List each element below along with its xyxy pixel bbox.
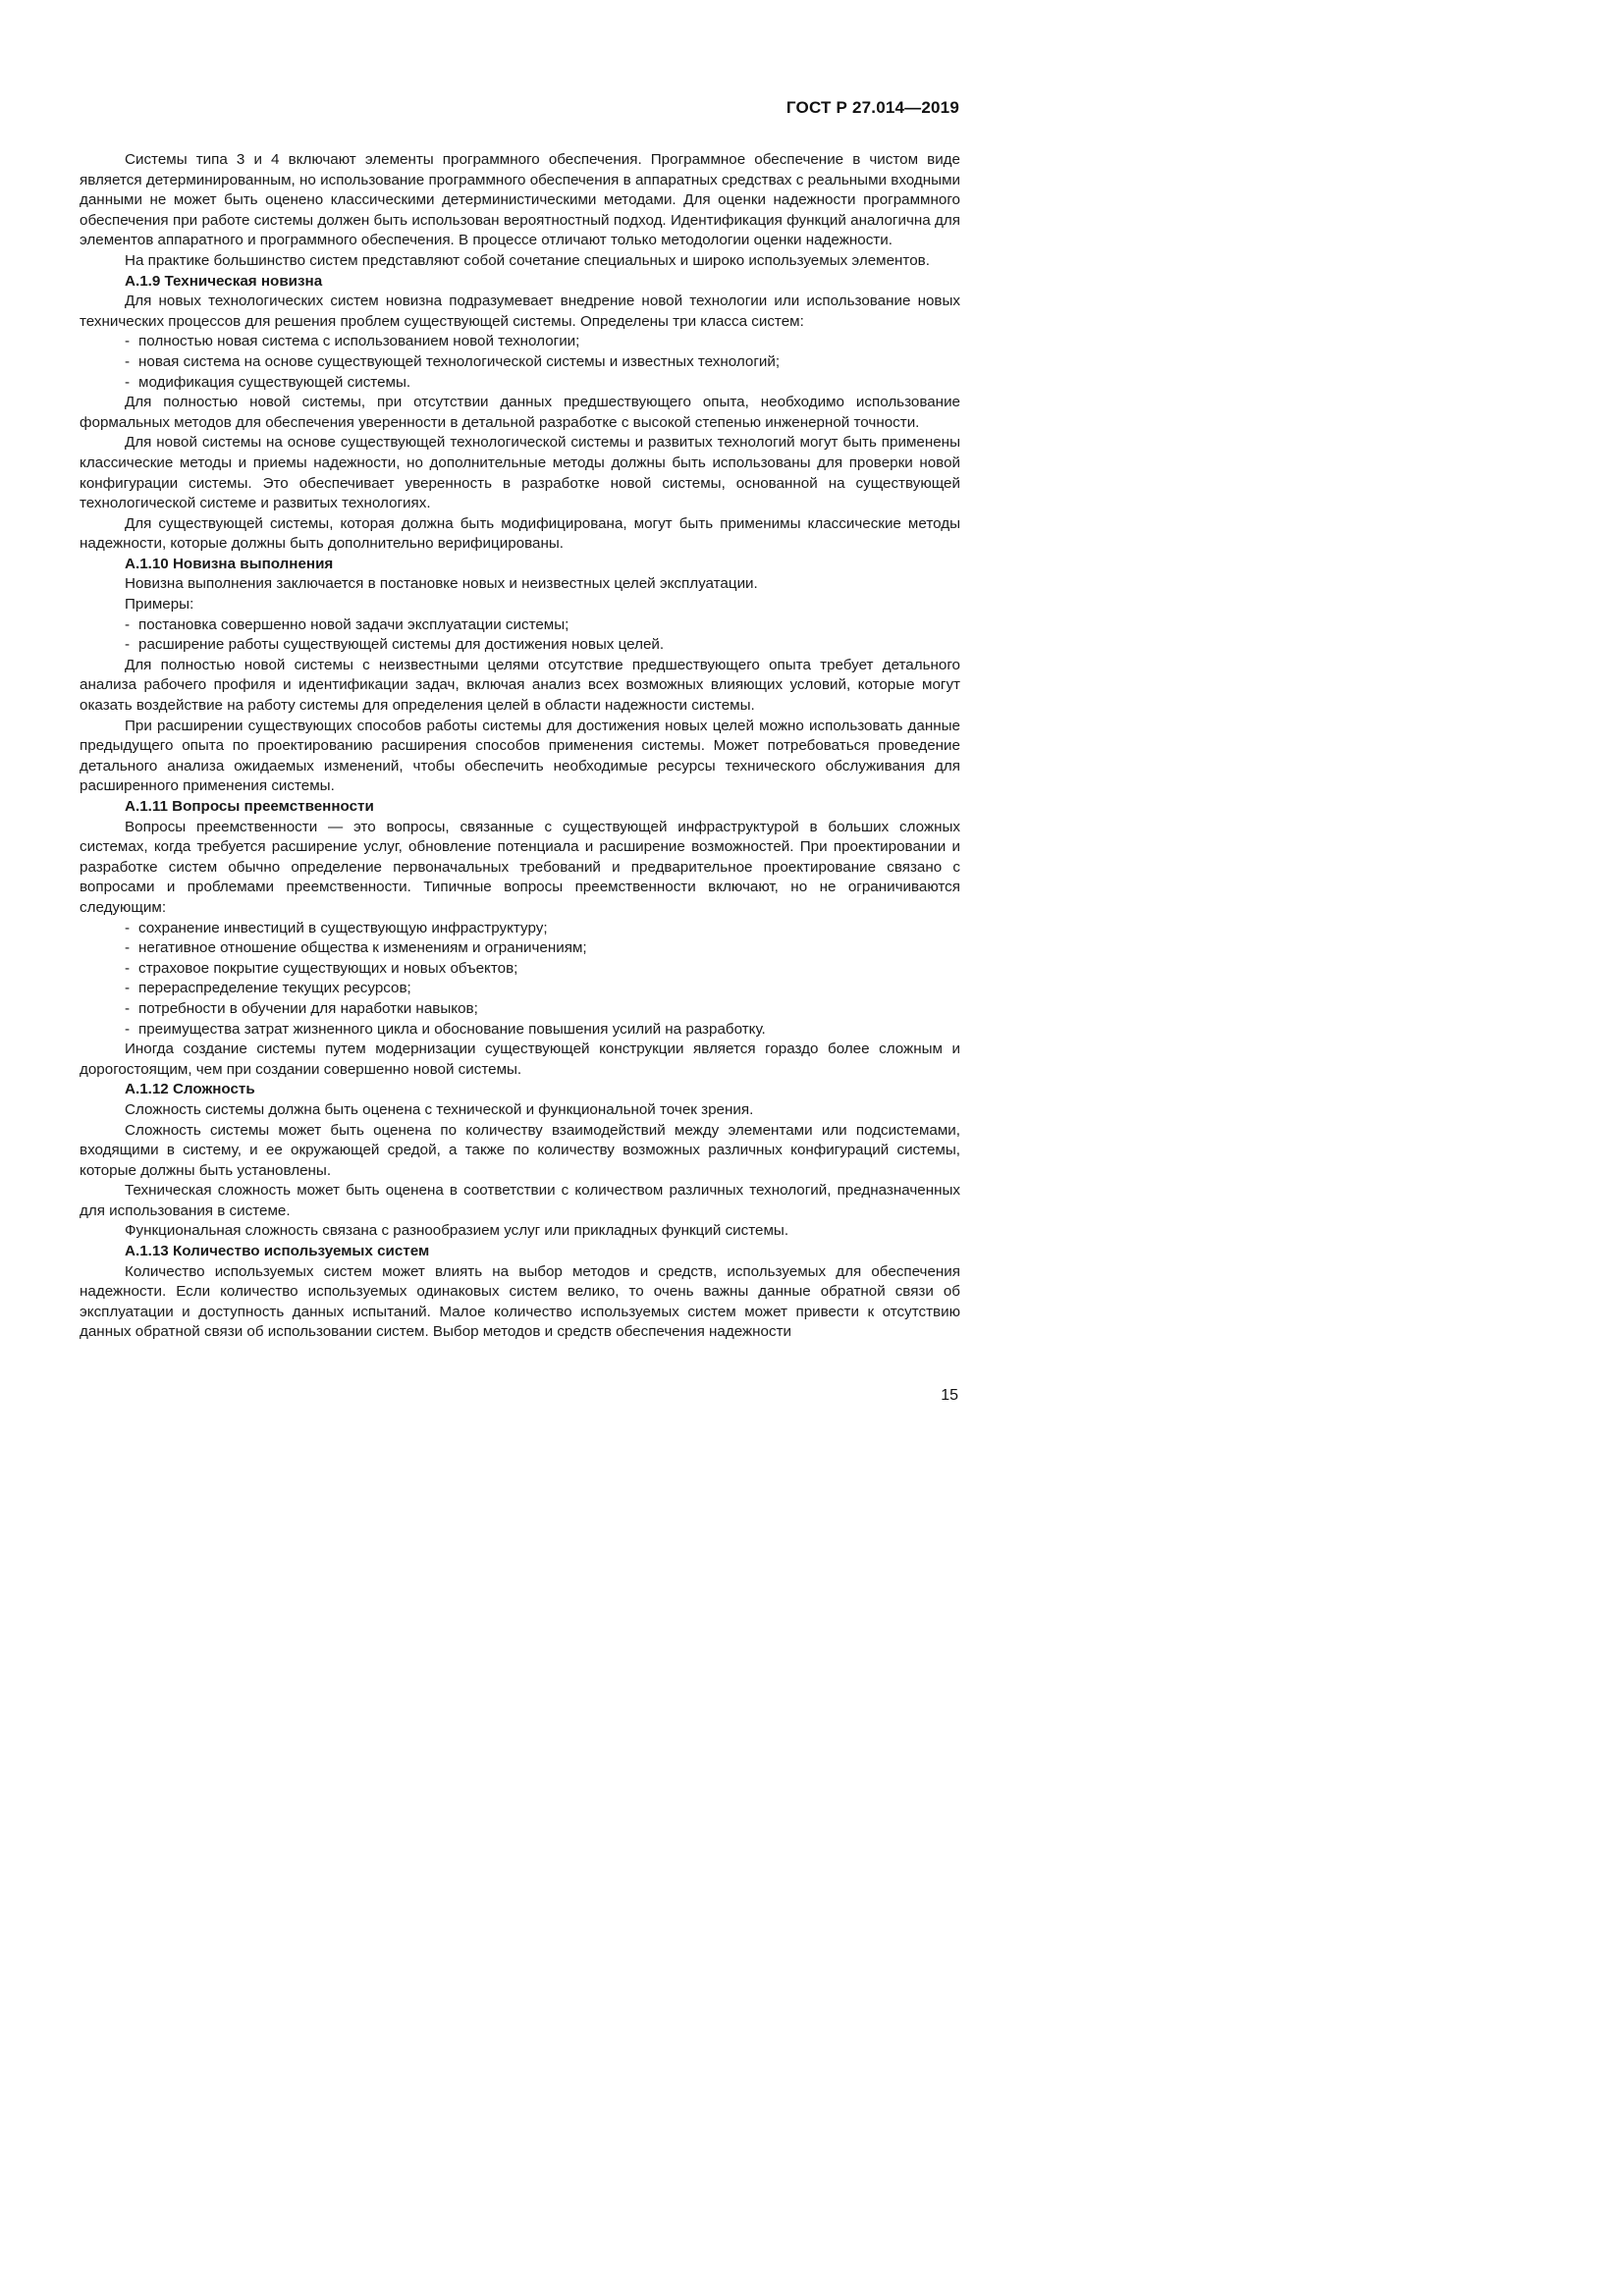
list-dash-marker: - bbox=[125, 919, 131, 936]
paragraph: Для полностью новой системы, при отсутствии данных предшествующего опыта, необходимо использование формальных методов для обеспечения уверенности в детальной разработке с высокой степенью инженерной точности. bbox=[80, 394, 960, 431]
list-item bbox=[80, 1020, 960, 1041]
list-item bbox=[80, 959, 960, 980]
list-item bbox=[80, 999, 960, 1020]
list-item bbox=[80, 373, 960, 394]
paragraph: Функциональная сложность связана с разнообразием услуг или прикладных функций системы. bbox=[125, 1222, 789, 1240]
list-item-text: сохранение инвестиций в существующую инфраструктуру; bbox=[138, 919, 548, 936]
paragraph: Для новой системы на основе существующей технологической системы и развитых технологий могут быть применены классические методы и приемы надежности, но дополнительные методы должны быть использованы для проверки новой конфигурации системы. Это обеспечивает уверенность в разработке новой системы, основанной на существующей технологической системе и развитых технологиях. bbox=[80, 434, 960, 512]
list-item bbox=[80, 979, 960, 999]
list-item-text: постановка совершенно новой задачи эксплуатации системы; bbox=[138, 615, 569, 633]
list-dash-marker: - bbox=[125, 352, 131, 370]
paragraph: Техническая сложность может быть оценена в соответствии с количеством различных технологий, предназначенных для использования в системе. bbox=[80, 1182, 960, 1219]
section-heading: А.1.13 Количество используемых систем bbox=[125, 1243, 430, 1260]
section-heading: А.1.11 Вопросы преемственности bbox=[125, 798, 374, 815]
paragraph: При расширении существующих способов работы системы для достижения новых целей можно использовать данные предыдущего опыта по проектированию расширения способов применения системы. Может потребоваться проведение детального анализа ожидаемых изменений, чтобы обеспечить необходимые ресурсы технического обслуживания для расширенного применения системы. bbox=[80, 717, 960, 795]
paragraph: Системы типа 3 и 4 включают элементы программного обеспечения. Программное обеспечение в чистом виде является детерминированным, но использование программного обеспечения в аппаратных средствах с реальными входными данными не может быть оценено классическими детерминистическими методами. Для оценки надежности программного обеспечения при работе системы должен быть использован вероятностный подход. Идентификация функций аналогична для элементов аппаратного и программного обеспечения. В процессе отличают только методологии оценки надежности. bbox=[80, 151, 960, 249]
document-code-header: ГОСТ Р 27.014—2019 bbox=[785, 98, 959, 117]
list-item-text: новая система на основе существующей технологической системы и известных технологий; bbox=[138, 352, 781, 370]
list-dash-marker: - bbox=[125, 636, 131, 654]
list-item-text: страховое покрытие существующих и новых объектов; bbox=[138, 959, 518, 977]
paragraph: Вопросы преемственности — это вопросы, связанные с существующей инфраструктурой в больших сложных системах, когда требуется расширение услуг, обновление потенциала и расширение возможностей. При проектировании и разработке систем обычно определение первоначальных требований и предварительное проектирование связано с вопросами и проблемами преемственности. Типичные вопросы преемственности включают, но не ограничиваются следующим: bbox=[80, 818, 960, 916]
section-heading: А.1.12 Сложность bbox=[125, 1081, 255, 1098]
list-dash-marker: - bbox=[125, 959, 131, 977]
paragraph: Сложность системы должна быть оценена с технической и функциональной точек зрения. bbox=[125, 1100, 754, 1118]
list-item bbox=[80, 938, 960, 959]
paragraph: Иногда создание системы путем модернизации существующей конструкции является гораздо более сложным и дорогостоящим, чем при создании совершенно новой системы. bbox=[80, 1041, 960, 1078]
list-item-text: перераспределение текущих ресурсов; bbox=[138, 980, 411, 997]
list-dash-marker: - bbox=[125, 1020, 131, 1038]
list-dash-marker: - bbox=[125, 980, 131, 997]
list-item-text: модификация существующей системы. bbox=[138, 373, 411, 391]
page-number: 15 bbox=[941, 1387, 958, 1404]
list-dash-marker: - bbox=[125, 999, 131, 1017]
list-item-text: полностью новая система с использованием новой технологии; bbox=[138, 333, 580, 350]
list-item bbox=[80, 635, 960, 656]
paragraph: Сложность системы может быть оценена по количеству взаимодействий между элементами или подсистемами, входящими в систему, и ее окружающей средой, а также по количеству возможных различных конфигураций системы, которые должны быть установлены. bbox=[80, 1121, 960, 1179]
paragraph: Примеры: bbox=[125, 596, 194, 614]
paragraph: Количество используемых систем может влиять на выбор методов и средств, используемых для обеспечения надежности. Если количество используемых одинаковых систем велико, то очень важны данные обратной связи об эксплуатации и доступность данных испытаний. Малое количество используемых систем может привести к отсутствию данных обратной связи об использовании систем. Выбор методов и средств обеспечения надежности bbox=[80, 1262, 960, 1341]
list-item-text: расширение работы существующей системы для достижения новых целей. bbox=[138, 636, 665, 654]
list-item bbox=[80, 352, 960, 373]
paragraph: Для существующей системы, которая должна быть модифицирована, могут быть применимы классические методы надежности, которые должны быть дополнительно верифицированы. bbox=[80, 514, 960, 553]
list-dash-marker: - bbox=[125, 373, 131, 391]
list-item bbox=[80, 332, 960, 352]
section-heading: А.1.10 Новизна выполнения bbox=[125, 555, 334, 572]
document-body bbox=[80, 150, 960, 1343]
paragraph: Новизна выполнения заключается в постановке новых и неизвестных целей эксплуатации. bbox=[125, 575, 758, 593]
list-dash-marker: - bbox=[125, 939, 131, 957]
paragraph: Для новых технологических систем новизна подразумевает внедрение новой технологии или использование новых технических процессов для решения проблем существующей системы. Определены три класса систем: bbox=[80, 293, 960, 330]
list-item bbox=[80, 615, 960, 636]
paragraph: На практике большинство систем представляют собой сочетание специальных и широко используемых элементов. bbox=[125, 251, 930, 269]
paragraph: Для полностью новой системы с неизвестными целями отсутствие предшествующего опыта требует детального анализа рабочего профиля и идентификации задач, включая анализ всех возможных влияющих условий, которые могут оказать воздействие на работу системы для определения целей в области надежности системы. bbox=[80, 656, 960, 715]
list-dash-marker: - bbox=[125, 615, 131, 633]
list-item-text: негативное отношение общества к изменениям и ограничениям; bbox=[138, 939, 587, 957]
list-item-text: преимущества затрат жизненного цикла и обоснование повышения усилий на разработку. bbox=[138, 1020, 766, 1038]
list-item-text: потребности в обучении для наработки навыков; bbox=[138, 999, 478, 1017]
list-dash-marker: - bbox=[125, 333, 131, 350]
document-page bbox=[0, 0, 1081, 1528]
section-heading: А.1.9 Техническая новизна bbox=[125, 272, 323, 290]
list-item bbox=[80, 919, 960, 939]
